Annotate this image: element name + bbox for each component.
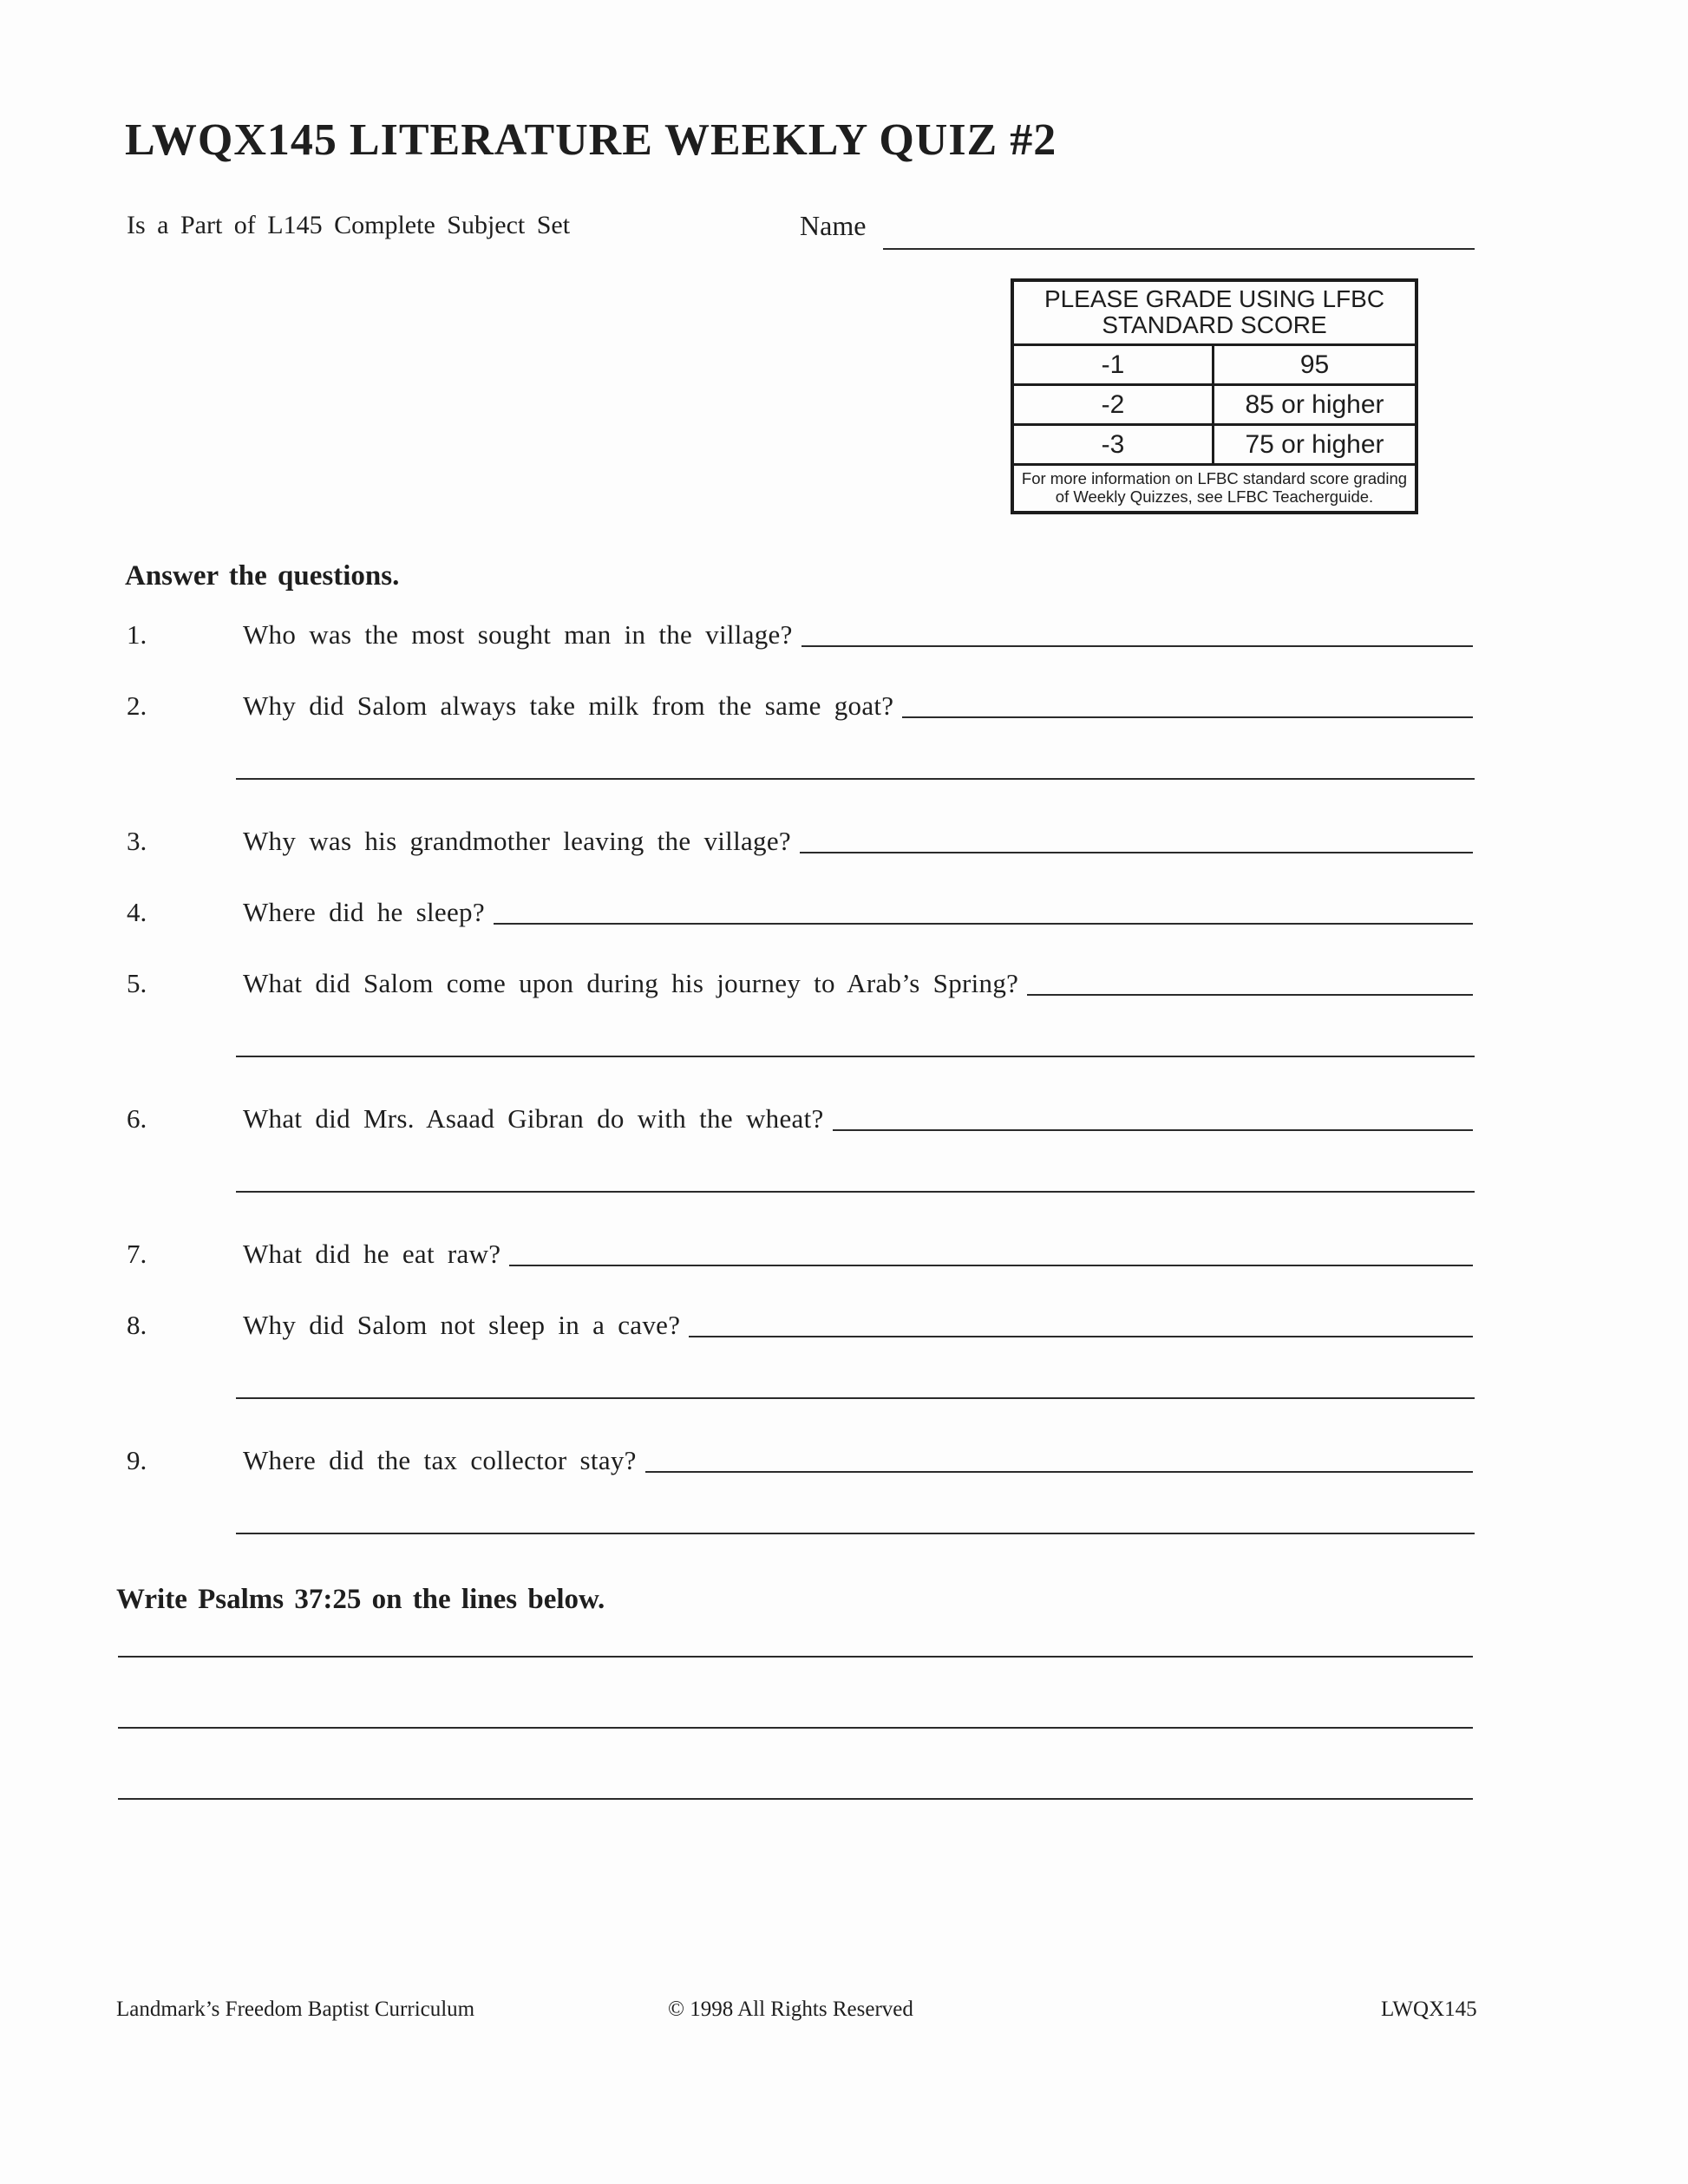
question-text: What did he eat raw? [243,1239,501,1269]
question-number: 5. [127,968,147,998]
essay-blank-line [118,1727,1473,1729]
answer-blank-line [645,1442,1473,1473]
subtitle: Is a Part of L145 Complete Subject Set [127,211,571,239]
answer-blank-line-continued [236,1397,1475,1399]
grade-box-note: For more information on LFBC standard score grading of Weekly Quizzes, see LFBC Teacherguide. [1021,469,1408,506]
question-text: What did Salom come upon during his journey to Arab’s Spring? [243,968,1019,998]
grade-row [1014,346,1415,386]
question-item [121,894,1475,931]
essay-lines [118,1656,1473,1800]
grade-box [1011,278,1418,514]
question-item [121,617,1475,653]
answer-blank-line-continued [236,1191,1475,1193]
question-item [121,1442,1475,1534]
question-row [121,688,1475,724]
answer-blank-line [902,688,1473,718]
answer-blank-line [494,894,1473,925]
question-number: 6. [127,1103,147,1134]
question-text: Why was his grandmother leaving the village? [243,826,791,856]
answer-blank-line-continued [236,1533,1475,1534]
grade-box-header: PLEASE GRADE USING LFBC STANDARD SCORE [1014,282,1415,346]
page-footer [0,1997,1688,2026]
grade-value: 85 or higher [1245,390,1384,419]
grade-value: 75 or higher [1245,430,1384,459]
question-item [121,688,1475,780]
question-number: 8. [127,1310,147,1340]
subtitle-row [121,206,1475,241]
question-number: 4. [127,897,147,927]
answer-blank-line-continued [236,1056,1475,1057]
name-label: Name [800,210,867,241]
question-item [121,1307,1475,1399]
question-text: Where did he sleep? [243,897,485,927]
question-text: Who was the most sought man in the village? [243,619,793,650]
answer-blank-line-continued [236,778,1475,780]
essay-prompt: Write Psalms 37:25 on the lines below. [116,1584,605,1615]
name-blank-line [883,222,1475,250]
question-text: Why did Salom always take milk from the same goat? [243,690,894,721]
answer-blank-line [801,617,1473,647]
question-item [121,1101,1475,1193]
essay-blank-line [118,1656,1473,1658]
answer-blank-line [509,1236,1473,1266]
name-field-group [800,210,1475,241]
question-number: 3. [127,826,147,856]
grade-score: -1 [1014,346,1214,383]
question-row [121,823,1475,860]
grade-score: -3 [1014,426,1214,463]
question-row [121,894,1475,931]
question-row [121,965,1475,1002]
question-row [121,617,1475,653]
question-item [121,1236,1475,1272]
question-number: 7. [127,1239,147,1269]
answer-blank-line [1027,965,1473,996]
answer-blank-line [689,1307,1473,1337]
question-number: 1. [127,619,147,650]
grade-row [1014,426,1415,466]
questions-list [121,617,1475,1534]
answer-blank-line [833,1101,1473,1131]
footer-code: LWQX145 [1381,1998,1477,2021]
question-row [121,1307,1475,1344]
question-item [121,823,1475,860]
grade-value: 95 [1299,350,1330,379]
question-text: Why did Salom not sleep in a cave? [243,1310,681,1340]
grade-row [1014,386,1415,426]
question-item [121,965,1475,1057]
essay-blank-line [118,1798,1473,1800]
section-instructions: Answer the questions. [125,560,400,592]
grade-score: -2 [1014,386,1214,423]
question-row [121,1101,1475,1137]
question-row [121,1236,1475,1272]
footer-copyright: © 1998 All Rights Reserved [668,1998,913,2021]
question-number: 9. [127,1445,147,1475]
question-text: Where did the tax collector stay? [243,1445,637,1475]
question-text: What did Mrs. Asaad Gibran do with the wheat? [243,1103,824,1134]
grade-rows [1014,346,1415,466]
answer-blank-line [800,823,1473,853]
question-number: 2. [127,690,147,721]
page-title: LWQX145 LITERATURE WEEKLY QUIZ #2 [125,115,1057,165]
question-row [121,1442,1475,1479]
footer-publisher: Landmark’s Freedom Baptist Curriculum [116,1998,475,2021]
